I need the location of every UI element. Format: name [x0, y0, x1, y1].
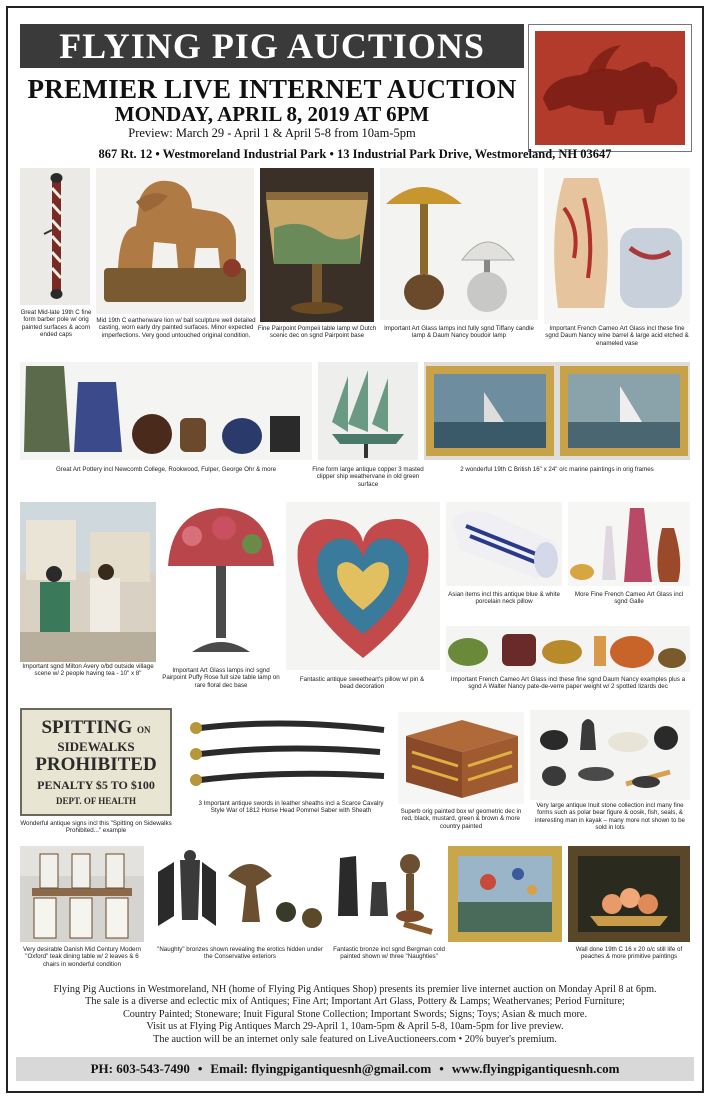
porcelain-pillow-photo: [446, 502, 562, 586]
inuit-stone-caption: Very large antique Inuit stone collection incl many fine forms such as polar bear figure & oosik, fish, seals, & interesting man in kayak – many more not shown to be sold in lots: [535, 802, 685, 832]
auction-title: PREMIER LIVE INTERNET AUCTION: [27, 74, 517, 104]
sign-line-2: ON: [137, 725, 151, 735]
phone-number: PH: 603-543-7490: [90, 1061, 190, 1076]
auction-date: MONDAY, APRIL 8, 2019 AT 6PM: [114, 102, 430, 126]
flying-pig-icon: [529, 25, 692, 152]
milton-avery-photo: [20, 502, 156, 662]
marine-paintings-caption: 2 wonderful 19th C British 16" x 24" o/c marine paintings in orig frames: [460, 466, 654, 473]
separator: •: [197, 1061, 203, 1076]
painted-box-photo: [398, 712, 524, 804]
brand-title: FLYING PIG AUCTIONS: [59, 26, 485, 66]
footer-description: [16, 984, 694, 1046]
email-address: Email: flyingpigantiquesnh@gmail.com: [210, 1061, 432, 1076]
lion-caption: Mid 19th C earthenware lion w/ ball sculpture well detailed casting, worn early dry painted surfaces. Minor expected imperfections. Very good untouched original condition.: [96, 317, 256, 339]
nancy-glass-photo: [446, 626, 690, 672]
weathervane-photo: [318, 362, 418, 460]
art-pottery-photo: [20, 362, 312, 460]
barber-pole-caption: Great Mid-late 19th C fine form barber pole w/ orig painted surfaces & acorn ended caps: [20, 309, 92, 339]
brand-banner: [20, 24, 524, 68]
preview-dates: Preview: March 29 - April 1 & April 5-8 from 10am-5pm: [128, 126, 416, 140]
gisson-painting-photo: [448, 846, 562, 942]
sign-line-5: PENALTY $5 TO $100: [37, 778, 155, 792]
sign-line-4: PROHIBITED: [35, 754, 157, 775]
footer-line-4: Visit us at Flying Pig Antiques March 29-April 1, 10am-5pm & April 5-8, 10am-5pm for live preview.: [146, 1021, 564, 1033]
address: 867 Rt. 12 • Westmoreland Industrial Park • 13 Industrial Park Drive, Westmoreland, NH 03647: [98, 147, 612, 161]
spitting-sign-caption: Wonderful antique signs incl this "Spitting on Sidewalks Prohibited..." example: [20, 820, 172, 835]
swords-photo: [184, 714, 390, 794]
danish-table-photo: [20, 846, 144, 942]
logo: [528, 24, 692, 152]
website-url: www.flyingpigantiquesnh.com: [451, 1061, 620, 1076]
bergman-bronze-photo: [332, 846, 442, 942]
sign-line-3: SIDEWALKS: [57, 739, 135, 754]
spitting-sign-photo: [20, 708, 172, 816]
tiffany-lamps-caption: Important Art Glass lamps incl fully sgnd Tiffany candle lamp & Daum Nancy boudoir lamp: [384, 325, 534, 340]
painted-box-caption: Superb orig painted box w/ geometric dec in red, black, mustard, green & brown & more country painted: [400, 808, 522, 830]
nancy-glass-caption: Important French Cameo Art Glass incl these fine sgnd Daum Nancy examples plus a sgnd A Walter Nancy pate-de-verre paper weight w/ 2 spotted lizards dec: [450, 676, 686, 691]
footer-line-5: The auction will be an internet only sale featured on LiveAuctioneers.com • 20% buyer's premium.: [153, 1033, 557, 1045]
lion-photo: [96, 168, 254, 314]
peaches-painting-caption: Wall done 19th C 16 x 20 o/c still life of peaches & more primitive paintings: [575, 946, 683, 961]
footer-line-2: The sale is a diverse and eclectic mix of Antiques; Fine Art; Important Art Glass, Pottery & Lamps; Weathervanes; Period Furniture;: [85, 996, 625, 1008]
sign-line-1: SPITTING: [41, 717, 133, 738]
cameo-glass-caption: Important French Cameo Art Glass incl these fine sgnd Daum Nancy wine barrel & large acid etched & enameled vase: [545, 325, 689, 347]
inuit-stone-photo: [530, 710, 690, 800]
footer-line-1: Flying Pig Auctions in Westmoreland, NH (home of Flying Pig Antiques Shop) presents its premier live internet auction on Monday April 8 at 6pm.: [53, 984, 657, 995]
contact-bar: [16, 1057, 694, 1081]
peaches-painting-photo: [568, 846, 690, 942]
cameo-glass-photo: [544, 168, 690, 324]
barber-pole-photo: [20, 168, 90, 305]
danish-table-caption: Very desirable Danish Mid Century Modern "Oxford" teak dining table w/ 2 leaves & 6 chairs in wonderful condition: [23, 946, 141, 968]
tiffany-lamps-photo: [380, 168, 538, 320]
sweetheart-pillow-caption: Fantastic antique sweetheart's pillow w/ pin & bead decoration: [299, 676, 425, 691]
sign-line-6: DEPT. OF HEALTH: [56, 796, 136, 806]
naughty-bronzes-caption: "Naughty" bronzes shown revealing the erotics hidden under the Conservative exteriors: [157, 946, 323, 961]
weathervane-caption: Fine form large antique copper 3 masted clipper ship weathervane in old green surface: [312, 466, 424, 488]
sweetheart-pillow-photo: [286, 502, 440, 670]
puffy-lamp-caption: Important Art Glass lamps incl sgnd Pairpoint Puffy Rose full size table lamp on rare floral dec base: [162, 667, 280, 689]
porcelain-pillow-caption: Asian items incl this antique blue & white porcelain neck pillow: [448, 591, 560, 606]
puffy-lamp-photo: [162, 502, 280, 664]
galle-glass-photo: [568, 502, 690, 586]
bergman-bronze-caption: Fantastic bronze incl sgnd Bergman cold painted shown w/ three "Naughties": [333, 946, 445, 961]
pairpoint-lamp-caption: Fine Pairpoint Pompeii table lamp w/ Dutch scenic dec on sgnd Pairpoint base: [257, 325, 377, 340]
marine-paintings-photo: [424, 362, 690, 460]
art-pottery-caption: Great Art Pottery incl Newcomb College, Rookwood, Fulper, George Ohr & more: [55, 466, 277, 473]
footer-line-3: Country Painted; Stoneware; Inuit Figural Stone Collection; Important Swords; Signs; Toys; Asian & much more.: [122, 1008, 587, 1020]
separator: •: [439, 1061, 444, 1076]
pairpoint-lamp-photo: [260, 168, 374, 322]
milton-avery-caption: Important sgnd Milton Avery o/bd outside village scene w/ 2 people having tea - 10" x 8": [22, 663, 154, 678]
galle-glass-caption: More Fine French Cameo Art Glass incl sgnd Galle: [574, 591, 684, 606]
swords-caption: 3 Important antique swords in leather sheaths incl a Scarce Cavalry Style War of 1812 Horse Head Pommel Saber with Sheath: [198, 800, 384, 815]
naughty-bronzes-photo: [152, 846, 328, 942]
